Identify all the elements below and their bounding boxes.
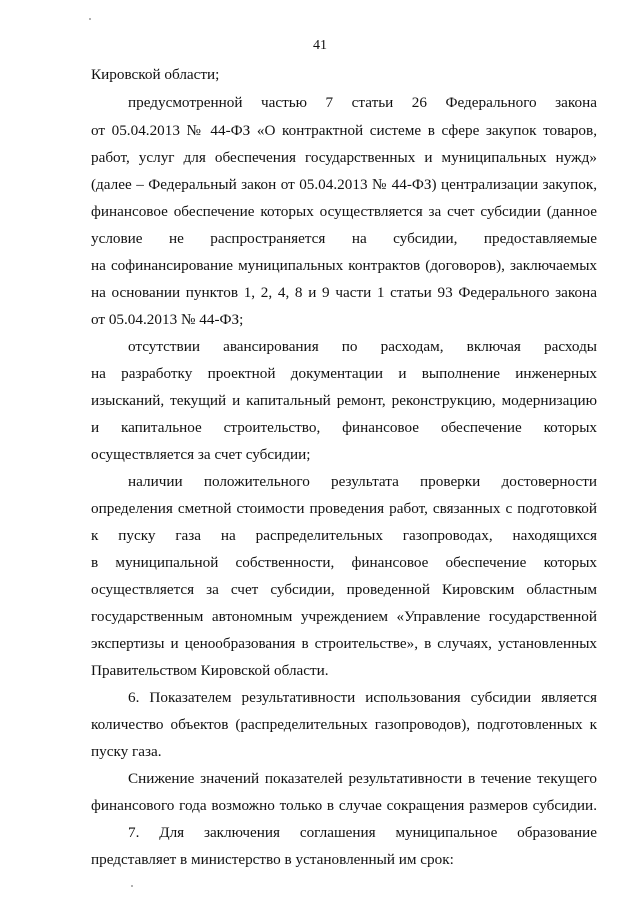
text-line: 7. Для заключения соглашения муниципальное образование	[128, 824, 597, 841]
text-line: финансового года возможно только в случае сокращения размеров субсидии.	[91, 797, 597, 814]
scan-speck	[131, 885, 133, 887]
text-line: количество объектов (распределительных газопроводов), подготовленных к	[91, 716, 597, 733]
scan-speck	[89, 18, 91, 20]
text-line: в муниципальной собственности, финансовое обеспечение которых	[91, 554, 597, 571]
text-line: условие не распространяется на субсидии, предоставляемые	[91, 230, 597, 247]
text-line: Кировской области;	[91, 66, 220, 83]
text-line: отсутствии авансирования по расходам, включая расходы	[128, 338, 597, 355]
text-line: финансовое обеспечение которых осуществляется за счет субсидии (данное	[91, 203, 597, 220]
text-line: на основании пунктов 1, 2, 4, 8 и 9 части 1 статьи 93 Федерального закона	[91, 284, 597, 301]
text-line: наличии положительного результата проверки достоверности	[128, 473, 597, 490]
text-line: и капитальное строительство, финансовое обеспечение которых	[91, 419, 597, 436]
text-line: к пуску газа на распределительных газопроводах, находящихся	[91, 527, 597, 544]
text-line: (далее – Федеральный закон от 05.04.2013 № 44-ФЗ) централизации закупок,	[91, 176, 597, 193]
text-line: 6. Показателем результативности использования субсидии является	[128, 689, 597, 706]
text-line: от 05.04.2013 № 44-ФЗ;	[91, 311, 244, 328]
text-line: осуществляется за счет субсидии, проведенной Кировским областным	[91, 581, 597, 598]
text-line: изысканий, текущий и капитальный ремонт, реконструкцию, модернизацию	[91, 392, 597, 409]
page-number: 41	[313, 38, 327, 53]
text-line: от 05.04.2013 № 44-ФЗ «О контрактной системе в сфере закупок товаров,	[91, 122, 597, 139]
text-line: пуску газа.	[91, 743, 162, 760]
text-line: представляет в министерство в установленный им срок:	[91, 851, 454, 868]
text-line: Снижение значений показателей результативности в течение текущего	[128, 770, 597, 787]
text-line: на софинансирование муниципальных контрактов (договоров), заключаемых	[91, 257, 597, 274]
text-line: предусмотренной частью 7 статьи 26 Федерального закона	[128, 94, 597, 111]
text-line: на разработку проектной документации и выполнение инженерных	[91, 365, 597, 382]
text-line: Правительством Кировской области.	[91, 662, 329, 679]
text-line: определения сметной стоимости проведения работ, связанных с подготовкой	[91, 500, 597, 517]
text-line: государственным автономным учреждением «Управление государственной	[91, 608, 597, 625]
text-line: экспертизы и ценообразования в строительстве», в случаях, установленных	[91, 635, 597, 652]
text-line: работ, услуг для обеспечения государственных и муниципальных нужд»	[91, 149, 597, 166]
text-line: осуществляется за счет субсидии;	[91, 446, 311, 463]
